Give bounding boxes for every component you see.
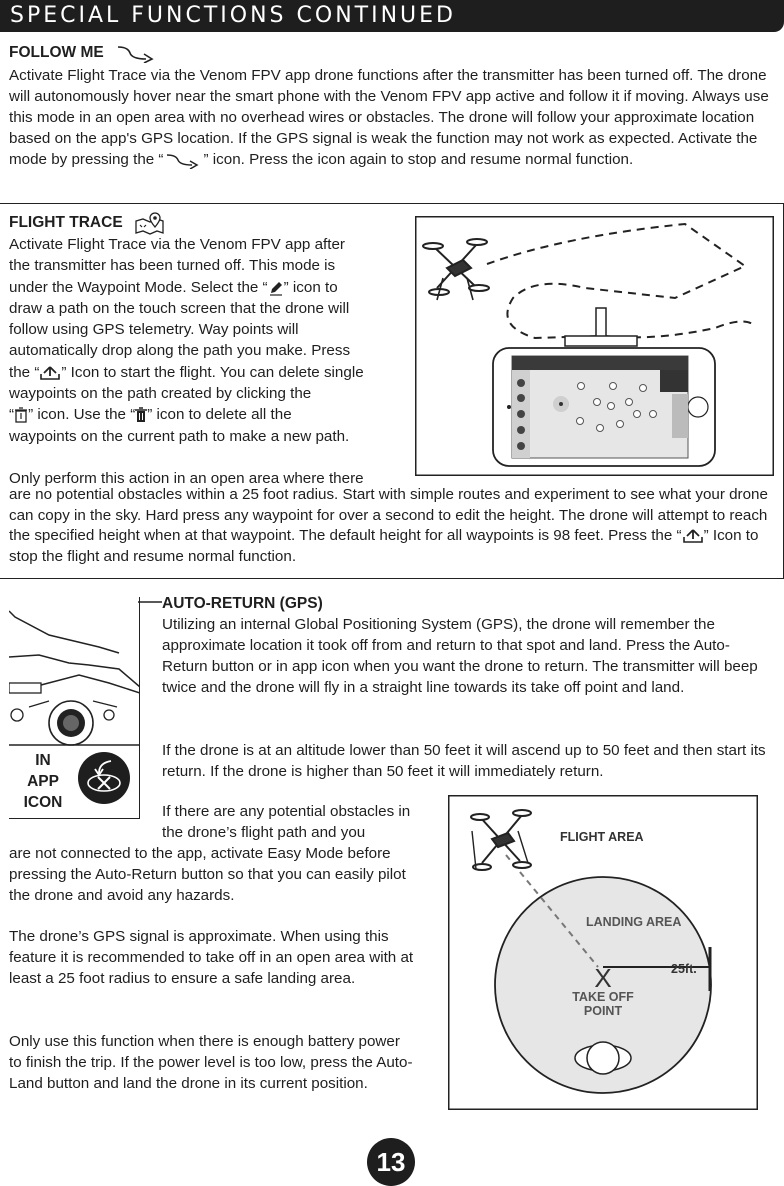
auto-return-para-4: The drone’s GPS signal is approximate. When using this feature it is recommended to take off in an open area with at least a 25 foot radius to ensure a safe landing area. (9, 928, 414, 987)
landing-area-label: LANDING AREA (586, 915, 682, 929)
pencil-icon (268, 280, 284, 296)
flight-trace-line: Activate Flight Trace via the Venom FPV app after (9, 236, 345, 253)
upload-icon (39, 365, 61, 381)
follow-me-text-2: ” icon. Press the icon again to stop and resume normal function. (203, 151, 634, 168)
takeoff-mark: X (594, 963, 612, 993)
follow-me-heading (9, 43, 162, 63)
flight-trace-line: draw a path on the touch screen that the drone will (9, 299, 350, 317)
follow-me-icon (114, 43, 162, 63)
follow-me-text-1: Activate Flight Trace via the Venom FPV app drone functions after the transmitter has been turned off. The drone will autonomously hover near the smart phone with the Venom FPV app active and follow it if moving. Always use this mode in an open area with no overhead wires or obstacles. The drone will follow your approximate location based on the app's GPS location. If the GPS signal is weak the function may not work as expected. Activate the mode by pressing the “ (9, 67, 769, 168)
radius-label: 25ft. (671, 962, 697, 976)
flight-trace-text: ” Icon to start the flight. You can delete single (61, 363, 364, 381)
takeoff-label-2: POINT (583, 1004, 623, 1018)
auto-return-para-3a: If there are any potential obstacles in the drone’s flight path and you (162, 803, 411, 841)
upload-icon (682, 528, 704, 544)
follow-me-body (9, 65, 777, 170)
flight-trace-illustration (415, 216, 774, 476)
flight-trace-text: ” icon to (283, 278, 338, 296)
flight-trace-text: “ (9, 406, 15, 424)
auto-return-icon (77, 751, 131, 805)
trash-icon (135, 407, 147, 423)
flight-trace-line: Only perform this action in an open area where there (9, 469, 364, 487)
takeoff-label-1: TAKE OFF (572, 990, 634, 1004)
flight-trace-heading-text: FLIGHT TRACE (9, 214, 123, 232)
auto-return-heading: AUTO-RETURN (GPS) (162, 595, 323, 612)
auto-return-para-5: Only use this function when there is enough battery power to finish the trip. If the power level is too low, press the Auto-Land button and land the drone in its current position. (9, 1033, 413, 1092)
follow-me-inline-icon (164, 151, 204, 169)
flight-trace-heading (9, 211, 167, 235)
page-title: SPECIAL FUNCTIONS CONTINUED (10, 3, 456, 28)
map-pin-icon (133, 211, 167, 235)
flight-trace-line (9, 362, 409, 383)
follow-me-heading-text: FOLLOW ME (9, 44, 104, 62)
flight-trace-line (9, 277, 409, 298)
flight-trace-line: waypoints on the path created by clicking the (9, 385, 312, 403)
flight-trace-para-2 (9, 485, 777, 567)
page-number: 13 (367, 1138, 415, 1186)
callout-line (138, 596, 164, 608)
auto-return-para-3b: are not connected to the app, activate Easy Mode before pressing the Auto-Return button so that you can easily pilot the drone and avoid any hazards. (9, 845, 406, 904)
header-bar (0, 0, 784, 32)
flight-trace-text: under the Waypoint Mode. Select the “ (9, 278, 268, 296)
auto-return-para-2: If the drone is at an altitude lower than 50 feet it will ascend up to 50 feet and then start its return. If the drone is higher than 50 feet it will immediately return. (162, 742, 766, 780)
flight-trace-line: the transmitter has been turned off. This mode is (9, 257, 336, 275)
flight-trace-para-2-text: are no potential obstacles within a 25 foot radius. Start with simple routes and experiment to see what your drone can copy in the sky. Hard press any waypoint for over a second to edit the height. The drone will attempt to reach the specified height when at that waypoint. The default height for all waypoints is 98 feet. Press the “ (9, 486, 768, 544)
landing-area-diagram (448, 795, 758, 1110)
flight-trace-text: ” icon to delete all the (147, 406, 292, 424)
flight-trace-text: ” icon. Use the “ (28, 406, 136, 424)
delete-point-icon (14, 407, 28, 423)
flight-trace-line: waypoints on the current path to make a new path. (9, 427, 350, 445)
in-app-icon-label (12, 750, 74, 813)
flight-trace-line (9, 404, 409, 425)
in-app-label-line: APP (27, 773, 59, 790)
flight-trace-body (9, 234, 409, 489)
flight-trace-text: the “ (9, 363, 40, 381)
in-app-label-line: ICON (23, 794, 63, 811)
transmitter-illustration (9, 597, 140, 747)
in-app-label-line: IN (35, 752, 51, 769)
flight-trace-para-2-end: ” Icon to stop the flight and resume normal function. (9, 527, 759, 565)
flight-trace-line: follow using GPS telemetry. Way points will (9, 321, 299, 339)
flight-trace-line: automatically drop along the path you make. Press (9, 342, 351, 360)
flight-area-label: FLIGHT AREA (560, 830, 644, 844)
auto-return-para-1: Utilizing an internal Global Positioning System (GPS), the drone will remember the approximate location it took off from and return to that spot and land. Press the Auto-Return button or in app icon when you want the drone to return. The transmitter will beep twice and the drone will fly in a straight line towards its take off point and land. (162, 616, 758, 696)
